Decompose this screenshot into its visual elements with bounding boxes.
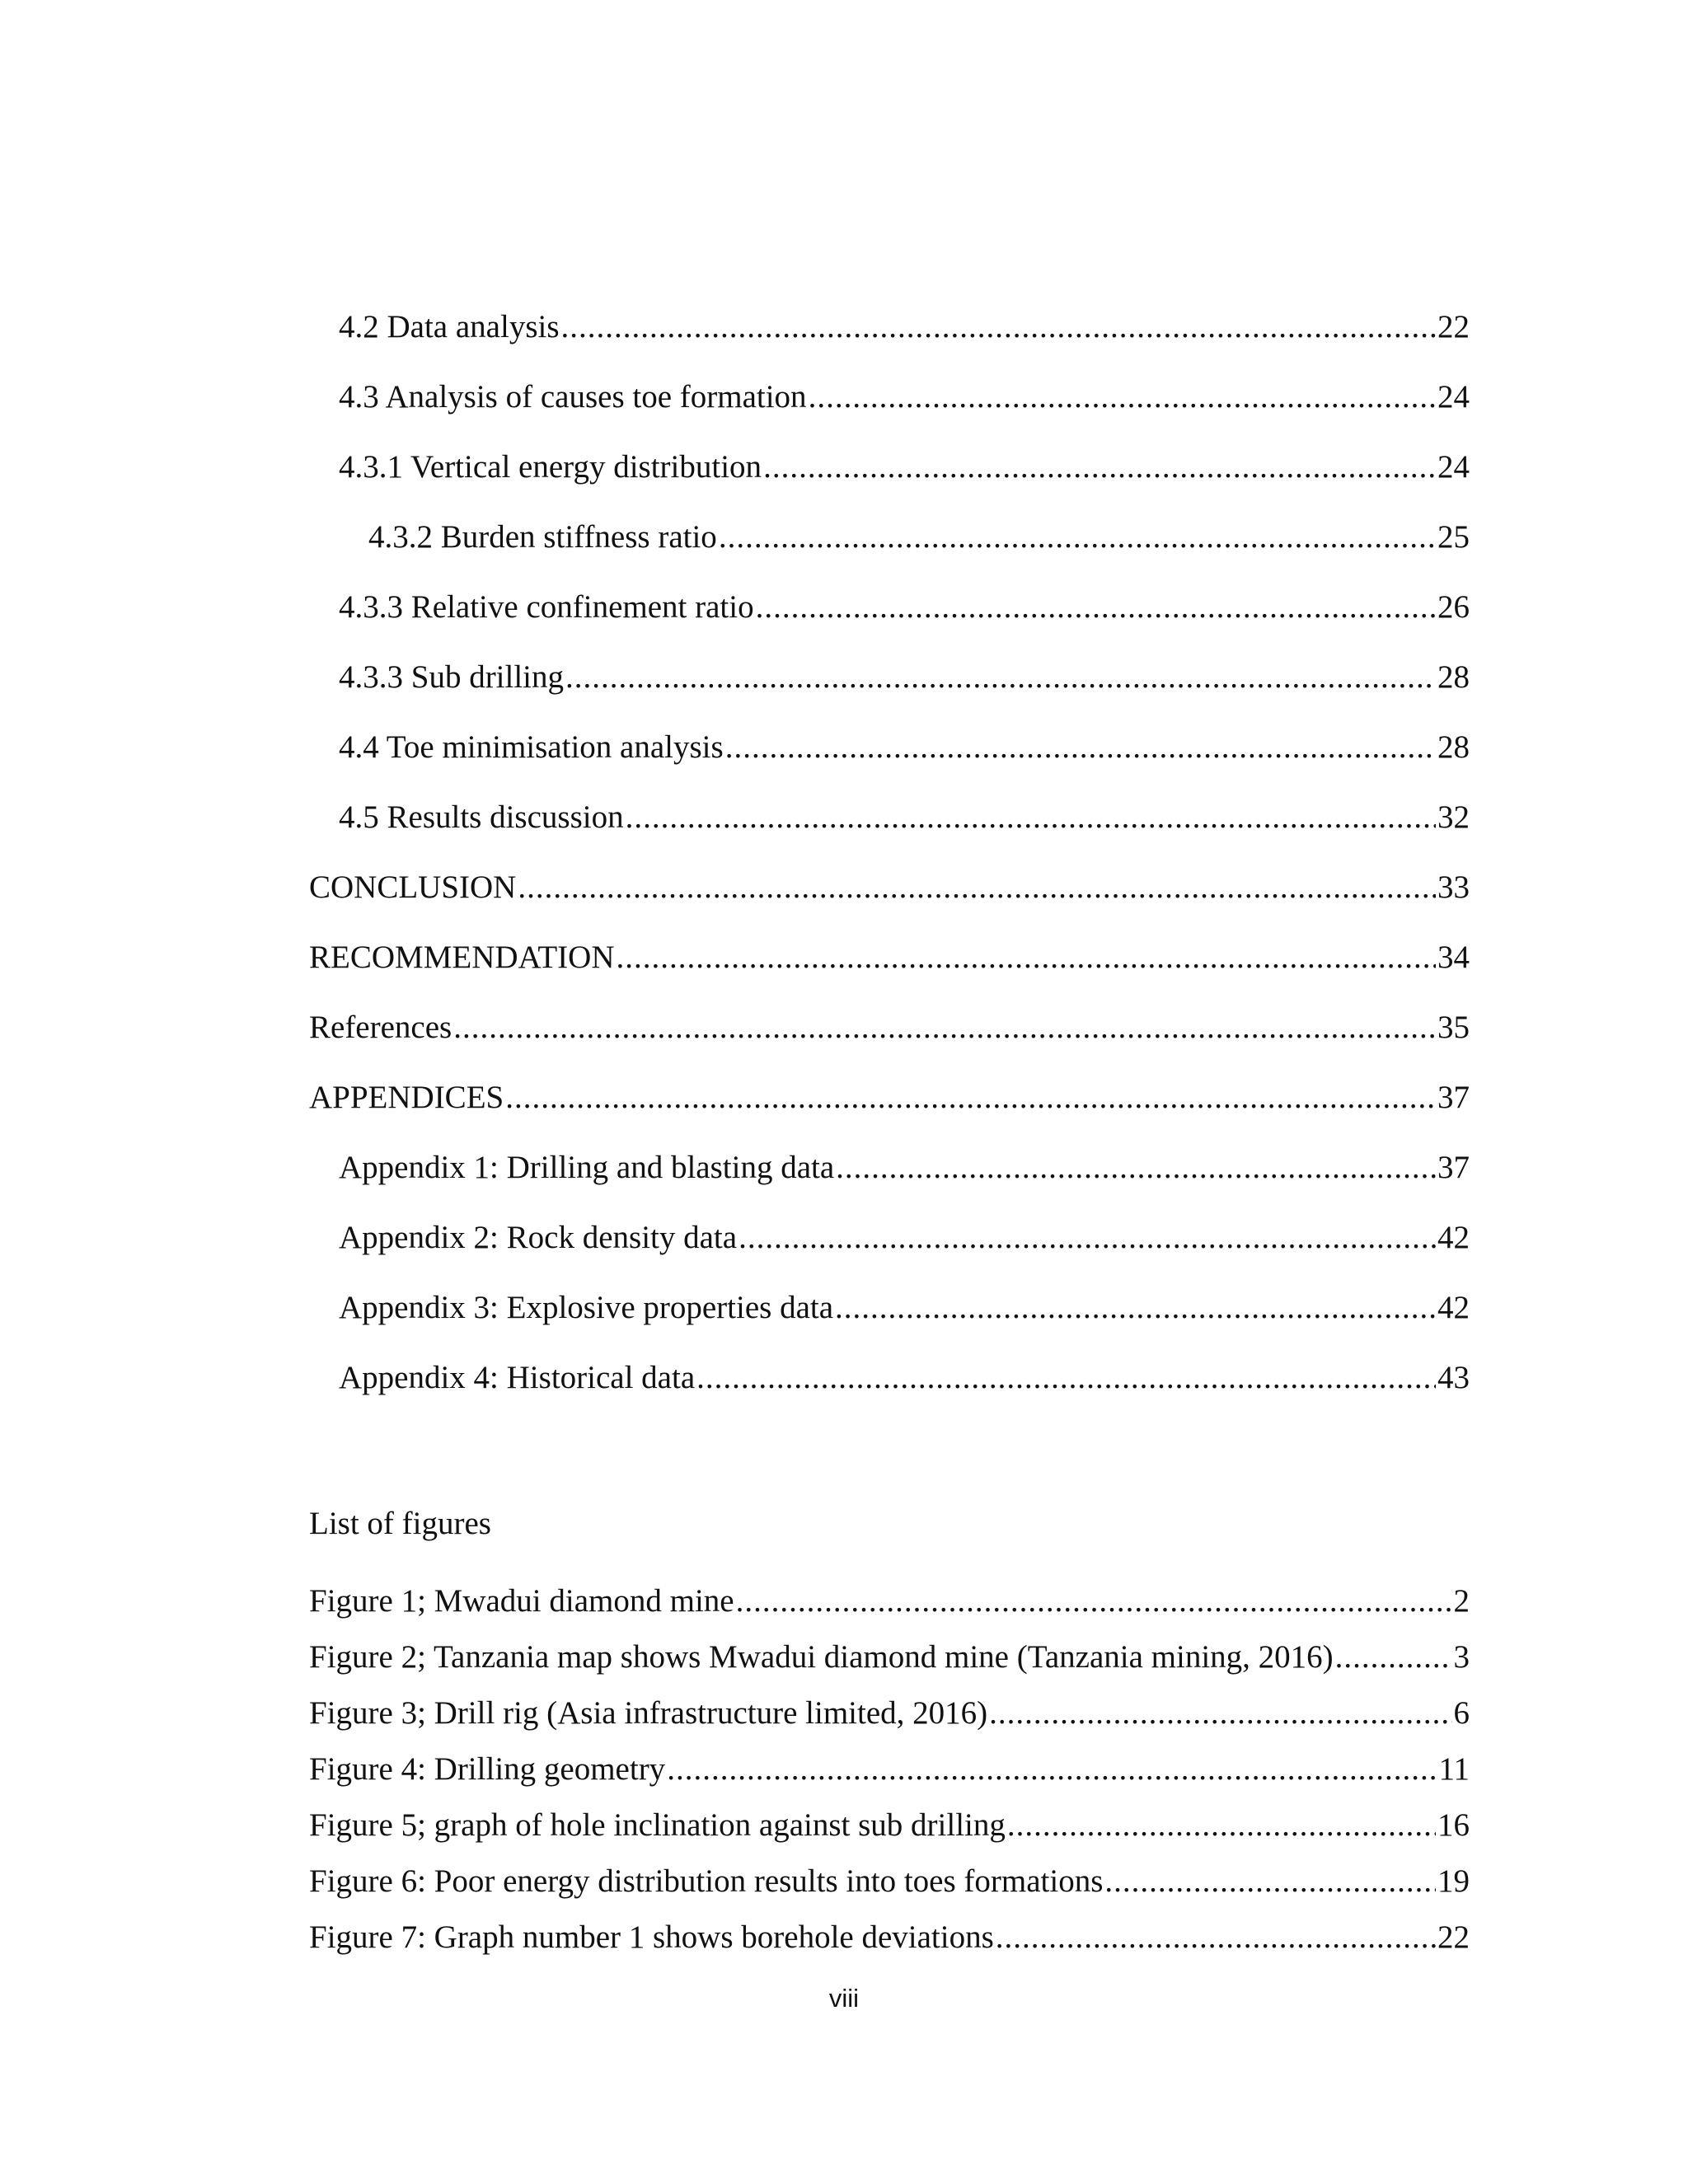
figure-entry-page: 16 [1437,1807,1470,1843]
toc-entry-page: 42 [1437,1220,1470,1255]
toc-entry[interactable] [339,307,1470,347]
toc-entry-label: References [309,1010,452,1045]
figure-entry-page: 6 [1453,1695,1470,1731]
toc-entry-label: Appendix 2: Rock density data [339,1220,738,1255]
toc-entry[interactable] [339,1148,1470,1188]
toc-entry-page: 37 [1437,1150,1470,1185]
toc-entry[interactable] [309,1078,1470,1118]
dot-leader [1007,1806,1436,1845]
dot-leader [836,1148,1436,1188]
dot-leader [453,1008,1436,1047]
toc-entry-label: 4.3.1 Vertical energy distribution [339,449,762,485]
dot-leader [696,1358,1436,1398]
dot-leader [763,448,1436,487]
dot-leader [667,1750,1437,1789]
toc-entry-label: RECOMMENDATION [309,940,615,975]
toc-entry[interactable] [339,448,1470,487]
toc-entry-page: 34 [1437,940,1470,975]
toc-entry-page: 42 [1437,1290,1470,1325]
figure-entry-label: Figure 3; Drill rig (Asia infrastructure limited, 2016) [309,1695,988,1731]
dot-leader [725,728,1436,767]
toc-entry-page: 22 [1437,309,1470,344]
toc-entry-page: 32 [1437,799,1470,835]
dot-leader [1104,1862,1436,1901]
figure-entry-label: Figure 4: Drilling geometry [309,1751,666,1787]
dot-leader [756,588,1436,627]
toc-entry[interactable] [339,798,1470,837]
toc-entry-page: 43 [1437,1360,1470,1395]
list-of-figures-heading: List of figures [309,1506,491,1541]
toc-entry-page: 24 [1437,379,1470,415]
figure-entry-page: 19 [1437,1863,1470,1899]
figure-entry[interactable] [309,1862,1470,1901]
figure-entry-page: 11 [1438,1751,1470,1787]
toc-entry-page: 28 [1437,729,1470,765]
toc-entry-label: 4.2 Data analysis [339,309,560,344]
toc-entry-label: 4.3.3 Sub drilling [339,659,565,695]
dot-leader [809,377,1436,417]
figure-entry[interactable] [309,1918,1470,1957]
figure-entry-label: Figure 5; graph of hole inclination against sub drilling [309,1807,1006,1843]
toc-entry-page: 25 [1437,519,1470,555]
toc-entry[interactable] [339,1218,1470,1258]
toc-entry[interactable] [368,518,1470,557]
dot-leader [565,658,1436,697]
dot-leader [996,1918,1436,1957]
dot-leader [561,307,1436,347]
toc-entry[interactable] [339,588,1470,627]
dot-leader [626,798,1436,837]
dot-leader [505,1078,1436,1118]
figure-entry-page: 3 [1453,1639,1470,1675]
dot-leader [736,1582,1452,1621]
dot-leader [518,868,1436,907]
toc-entry-label: 4.4 Toe minimisation analysis [339,729,724,765]
toc-entry[interactable] [309,868,1470,907]
dot-leader [617,938,1437,977]
toc-entry[interactable] [339,658,1470,697]
toc-entry-label: Appendix 4: Historical data [339,1360,696,1395]
figure-entry-page: 22 [1437,1919,1470,1955]
figure-entry-label: Figure 6: Poor energy distribution results into toes formations [309,1863,1104,1899]
dot-leader [1335,1638,1452,1677]
page-number: viii [828,1984,860,2013]
toc-entry-label: Appendix 3: Explosive properties data [339,1290,834,1325]
dot-leader [835,1288,1436,1328]
toc-entry-page: 28 [1437,659,1470,695]
toc-entry-label: 4.5 Results discussion [339,799,624,835]
toc-entry-label: 4.3.3 Relative confinement ratio [339,589,754,625]
toc-entry[interactable] [309,938,1470,977]
toc-entry-page: 33 [1437,869,1470,905]
figure-entry-label: Figure 2; Tanzania map shows Mwadui diamond mine (Tanzania mining, 2016) [309,1639,1334,1675]
figure-entry[interactable] [309,1750,1470,1789]
figure-entry-label: Figure 1; Mwadui diamond mine [309,1583,734,1619]
toc-entry[interactable] [339,377,1470,417]
figure-entry-page: 2 [1453,1583,1470,1619]
toc-entry-label: 4.3 Analysis of causes toe formation [339,379,807,415]
figure-entry[interactable] [309,1638,1470,1677]
toc-entry-label: CONCLUSION [309,869,517,905]
figure-entry-label: Figure 7: Graph number 1 shows borehole deviations [309,1919,994,1955]
toc-entry[interactable] [339,1288,1470,1328]
toc-entry-page: 35 [1437,1010,1470,1045]
toc-entry-page: 37 [1437,1080,1470,1115]
dot-leader [989,1694,1451,1733]
toc-entry-label: APPENDICES [309,1080,504,1115]
toc-entry[interactable] [339,728,1470,767]
figure-entry[interactable] [309,1582,1470,1621]
toc-entry-page: 24 [1437,449,1470,485]
toc-entry[interactable] [309,1008,1470,1047]
toc-entry[interactable] [339,1358,1470,1398]
toc-entry-page: 26 [1437,589,1470,625]
figure-entry[interactable] [309,1694,1470,1733]
toc-entry-label: 4.3.2 Burden stiffness ratio [368,519,717,555]
figure-entry[interactable] [309,1806,1470,1845]
dot-leader [738,1218,1436,1258]
dot-leader [719,518,1436,557]
toc-entry-label: Appendix 1: Drilling and blasting data [339,1150,835,1185]
